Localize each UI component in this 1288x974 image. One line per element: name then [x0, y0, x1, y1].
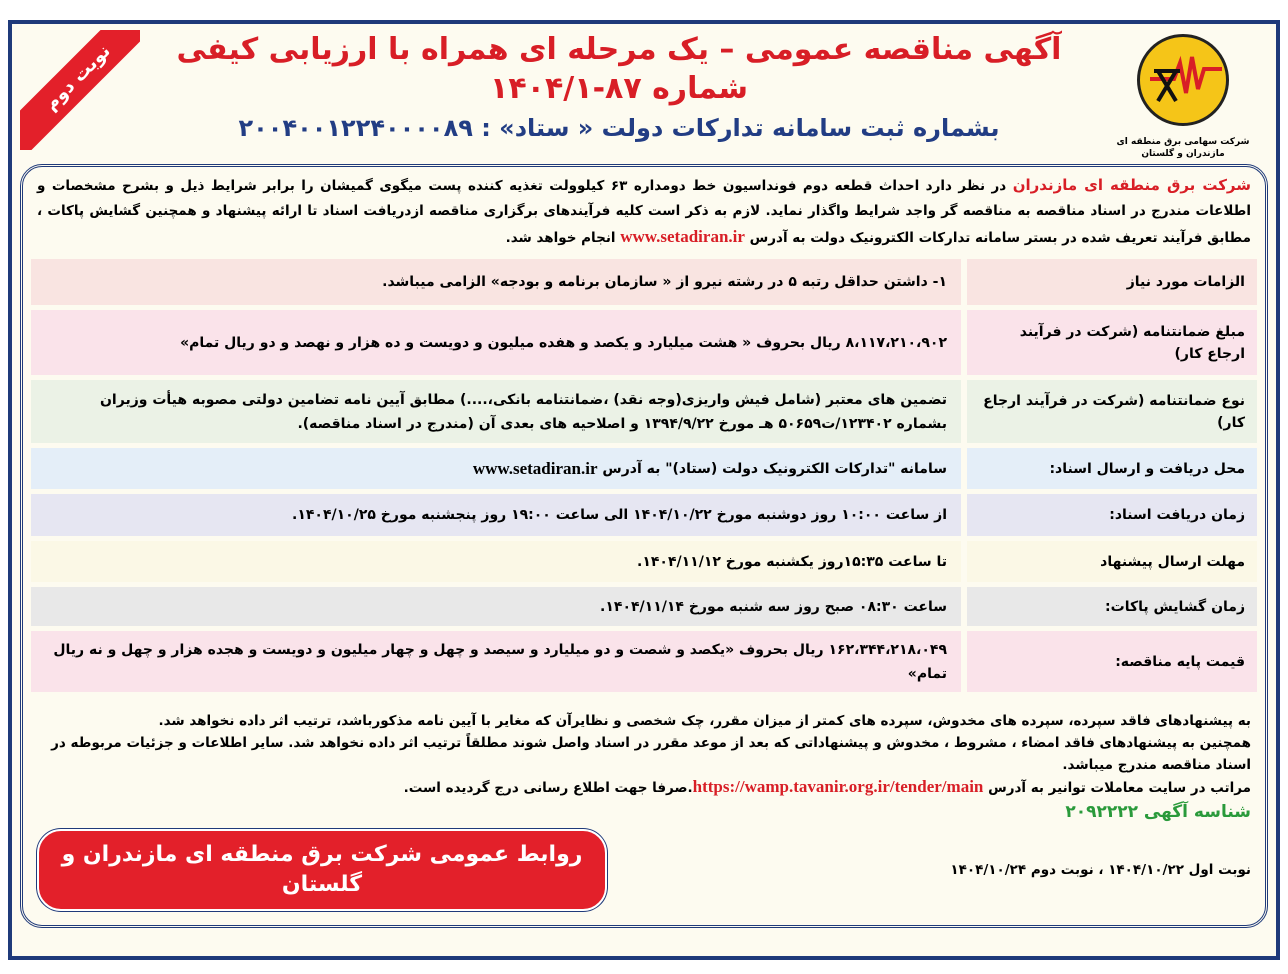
row-value: از ساعت ۱۰:۰۰ روز دوشنبه مورخ ۱۴۰۴/۱۰/۲۲ الی ساعت ۱۹:۰۰ روز پنجشنبه مورخ ۱۴۰۴/۱۰/۲۵.	[31, 494, 961, 536]
row-label: زمان دریافت اسناد:	[967, 494, 1257, 536]
note-3	[37, 776, 1251, 799]
logo-caption: شرکت سهامی برق منطقه ای مازندران و گلستان	[1116, 137, 1250, 159]
table-row	[31, 259, 1257, 305]
ad-title: آگهی مناقصه عمومی – یک مرحله ای همراه با ارزیابی کیفی	[176, 32, 1062, 67]
note-1: به پیشنهادهای فاقد سپرده، سپرده های مخدوش، سپرده های کمتر از میزان مقرر، چک شخصی و نظایرآن که مغایر با آیین نامه مذکورباشد، ترتیب اثر داده نخواهد شد.	[158, 713, 1251, 729]
row-label: قیمت پایه مناقصه:	[967, 631, 1257, 692]
ad-frame	[8, 20, 1280, 960]
table-row	[31, 541, 1257, 582]
row-value: تا ساعت ۱۵:۳۵روز یکشنبه مورخ ۱۴۰۴/۱۱/۱۲.	[31, 541, 961, 582]
row-value: ۸،۱۱۷،۲۱۰،۹۰۲ ریال بحروف « هشت میلیارد و یکصد و هفده میلیون و دویست و ده هزار و نهصد و دو ریال تمام»	[31, 310, 961, 375]
table-row	[31, 494, 1257, 536]
publish-dates: نوبت اول ۱۴۰۴/۱۰/۲۲ ، نوبت دوم ۱۴۰۴/۱۰/۲۴	[950, 862, 1251, 878]
tender-number: شماره ۸۷-۱۴۰۴/۱	[490, 71, 748, 106]
setad-number: بشماره ثبت سامانه تدارکات دولت « ستاد» : ۲۰۰۴۰۰۱۲۲۴۰۰۰۰۸۹	[238, 114, 1000, 142]
ribbon-badge	[20, 30, 140, 150]
table-row	[31, 631, 1257, 692]
intro-text: در نظر دارد احداث قطعه دوم فونداسیون خط دومداره ۶۳ کیلوولت تغذیه کننده پست میگوی گمیشان را برابر شرایط ذیل و بشرح مشخصات و اطلاعات مندرج در اسناد مناقصه به مناقصه گر واجد شرایط واگذار نماید. لازم به ذکر است کلیه فرآیندهای برگزاری مناقصه ازدریافت اسناد تا ارائه پیشنهاد و همچنین گشایش پاکات ، مطابق فرآیند تعریف شده در بستر سامانه تدارکات الکترونیک دولت به آدرس	[37, 178, 1251, 246]
row-value: ۱۶۲،۳۴۴،۲۱۸،۰۴۹ ریال بحروف «یکصد و شصت و دو میلیارد و سیصد و چهل و چهار میلیون و دویست و هجده هزار و چهل و نه ریال تمام»	[31, 631, 961, 692]
setad-link[interactable]: www.setadiran.ir	[620, 227, 745, 246]
table-row	[31, 380, 1257, 443]
note-2: همچنین به پیشنهادهای فاقد امضاء ، مشروط ، مخدوش و پیشنهاداتی که بعد از موعد مقرر در اسناد واصل شوند مطلقاً ترتیب اثر داده نخواهد شد. سایر اطلاعات و جزئیات مربوطه در اسناد مناقصه مندرج میباشد.	[51, 735, 1251, 773]
header	[140, 30, 1098, 146]
row-value	[31, 448, 961, 489]
table-row	[31, 310, 1257, 375]
footer-last-row	[37, 829, 1251, 911]
ribbon-text: نوبت دوم	[20, 30, 140, 150]
row-value: ۱- داشتن حداقل رتبه ۵ در رشته نیرو از « سازمان برنامه و بودجه» الزامی میباشد.	[31, 259, 961, 305]
note-3-tail: .صرفا جهت اطلاع رسانی درج گردیده است.	[403, 780, 693, 796]
row-label: مهلت ارسال پیشنهاد	[967, 541, 1257, 582]
company-name: شرکت برق منطقه ای مازندران	[1012, 176, 1251, 194]
tender-table	[31, 259, 1257, 692]
row-label: زمان گشایش پاکات:	[967, 587, 1257, 626]
company-logo	[1098, 30, 1268, 160]
row-value: ساعت ۰۸:۳۰ صبح روز سه شنبه مورخ ۱۴۰۴/۱۱/۱۴.	[31, 587, 961, 626]
row-label: نوع ضمانتنامه (شرکت در فرآیند ارجاع کار)	[967, 380, 1257, 443]
value-text: سامانه "تدارکات الکترونیک دولت (ستاد)" به آدرس	[602, 460, 947, 477]
intro-tail: انجام خواهد شد.	[505, 230, 621, 246]
footer-notes	[31, 710, 1257, 911]
table-row	[31, 587, 1257, 626]
row-label: محل دریافت و ارسال اسناد:	[967, 448, 1257, 489]
content-box	[20, 164, 1268, 928]
ad-id: شناسه آگهی ۲۰۹۲۲۲۲	[1065, 802, 1251, 822]
lightning-logo-icon	[1137, 34, 1229, 126]
intro-paragraph	[31, 173, 1257, 251]
table-row	[31, 448, 1257, 489]
setad-link[interactable]: www.setadiran.ir	[472, 458, 598, 478]
public-relations-banner: روابط عمومی شرکت برق منطقه ای مازندران و گلستان	[37, 829, 607, 911]
row-label: مبلغ ضمانتنامه (شرکت در فرآیند ارجاع کار)	[967, 310, 1257, 375]
row-value: تضمین های معتبر (شامل فیش واریزی(وجه نقد) ،ضمانتنامه بانکی،....) مطابق آیین نامه تضامین دولتی مصوبه هیأت وزیران بشماره ۱۲۳۴۰۲/ت۵۰۶۵۹ هـ مورخ ۱۳۹۴/۹/۲۲ و اصلاحیه های بعدی آن (مندرج در اسناد مناقصه).	[31, 380, 961, 443]
row-label: الزامات مورد نیاز	[967, 259, 1257, 305]
note-3-text: مراتب در سایت معاملات توانیر به آدرس	[983, 780, 1251, 796]
header-bar	[20, 30, 1268, 160]
tavanir-link[interactable]: https://wamp.tavanir.org.ir/tender/main	[692, 777, 984, 796]
